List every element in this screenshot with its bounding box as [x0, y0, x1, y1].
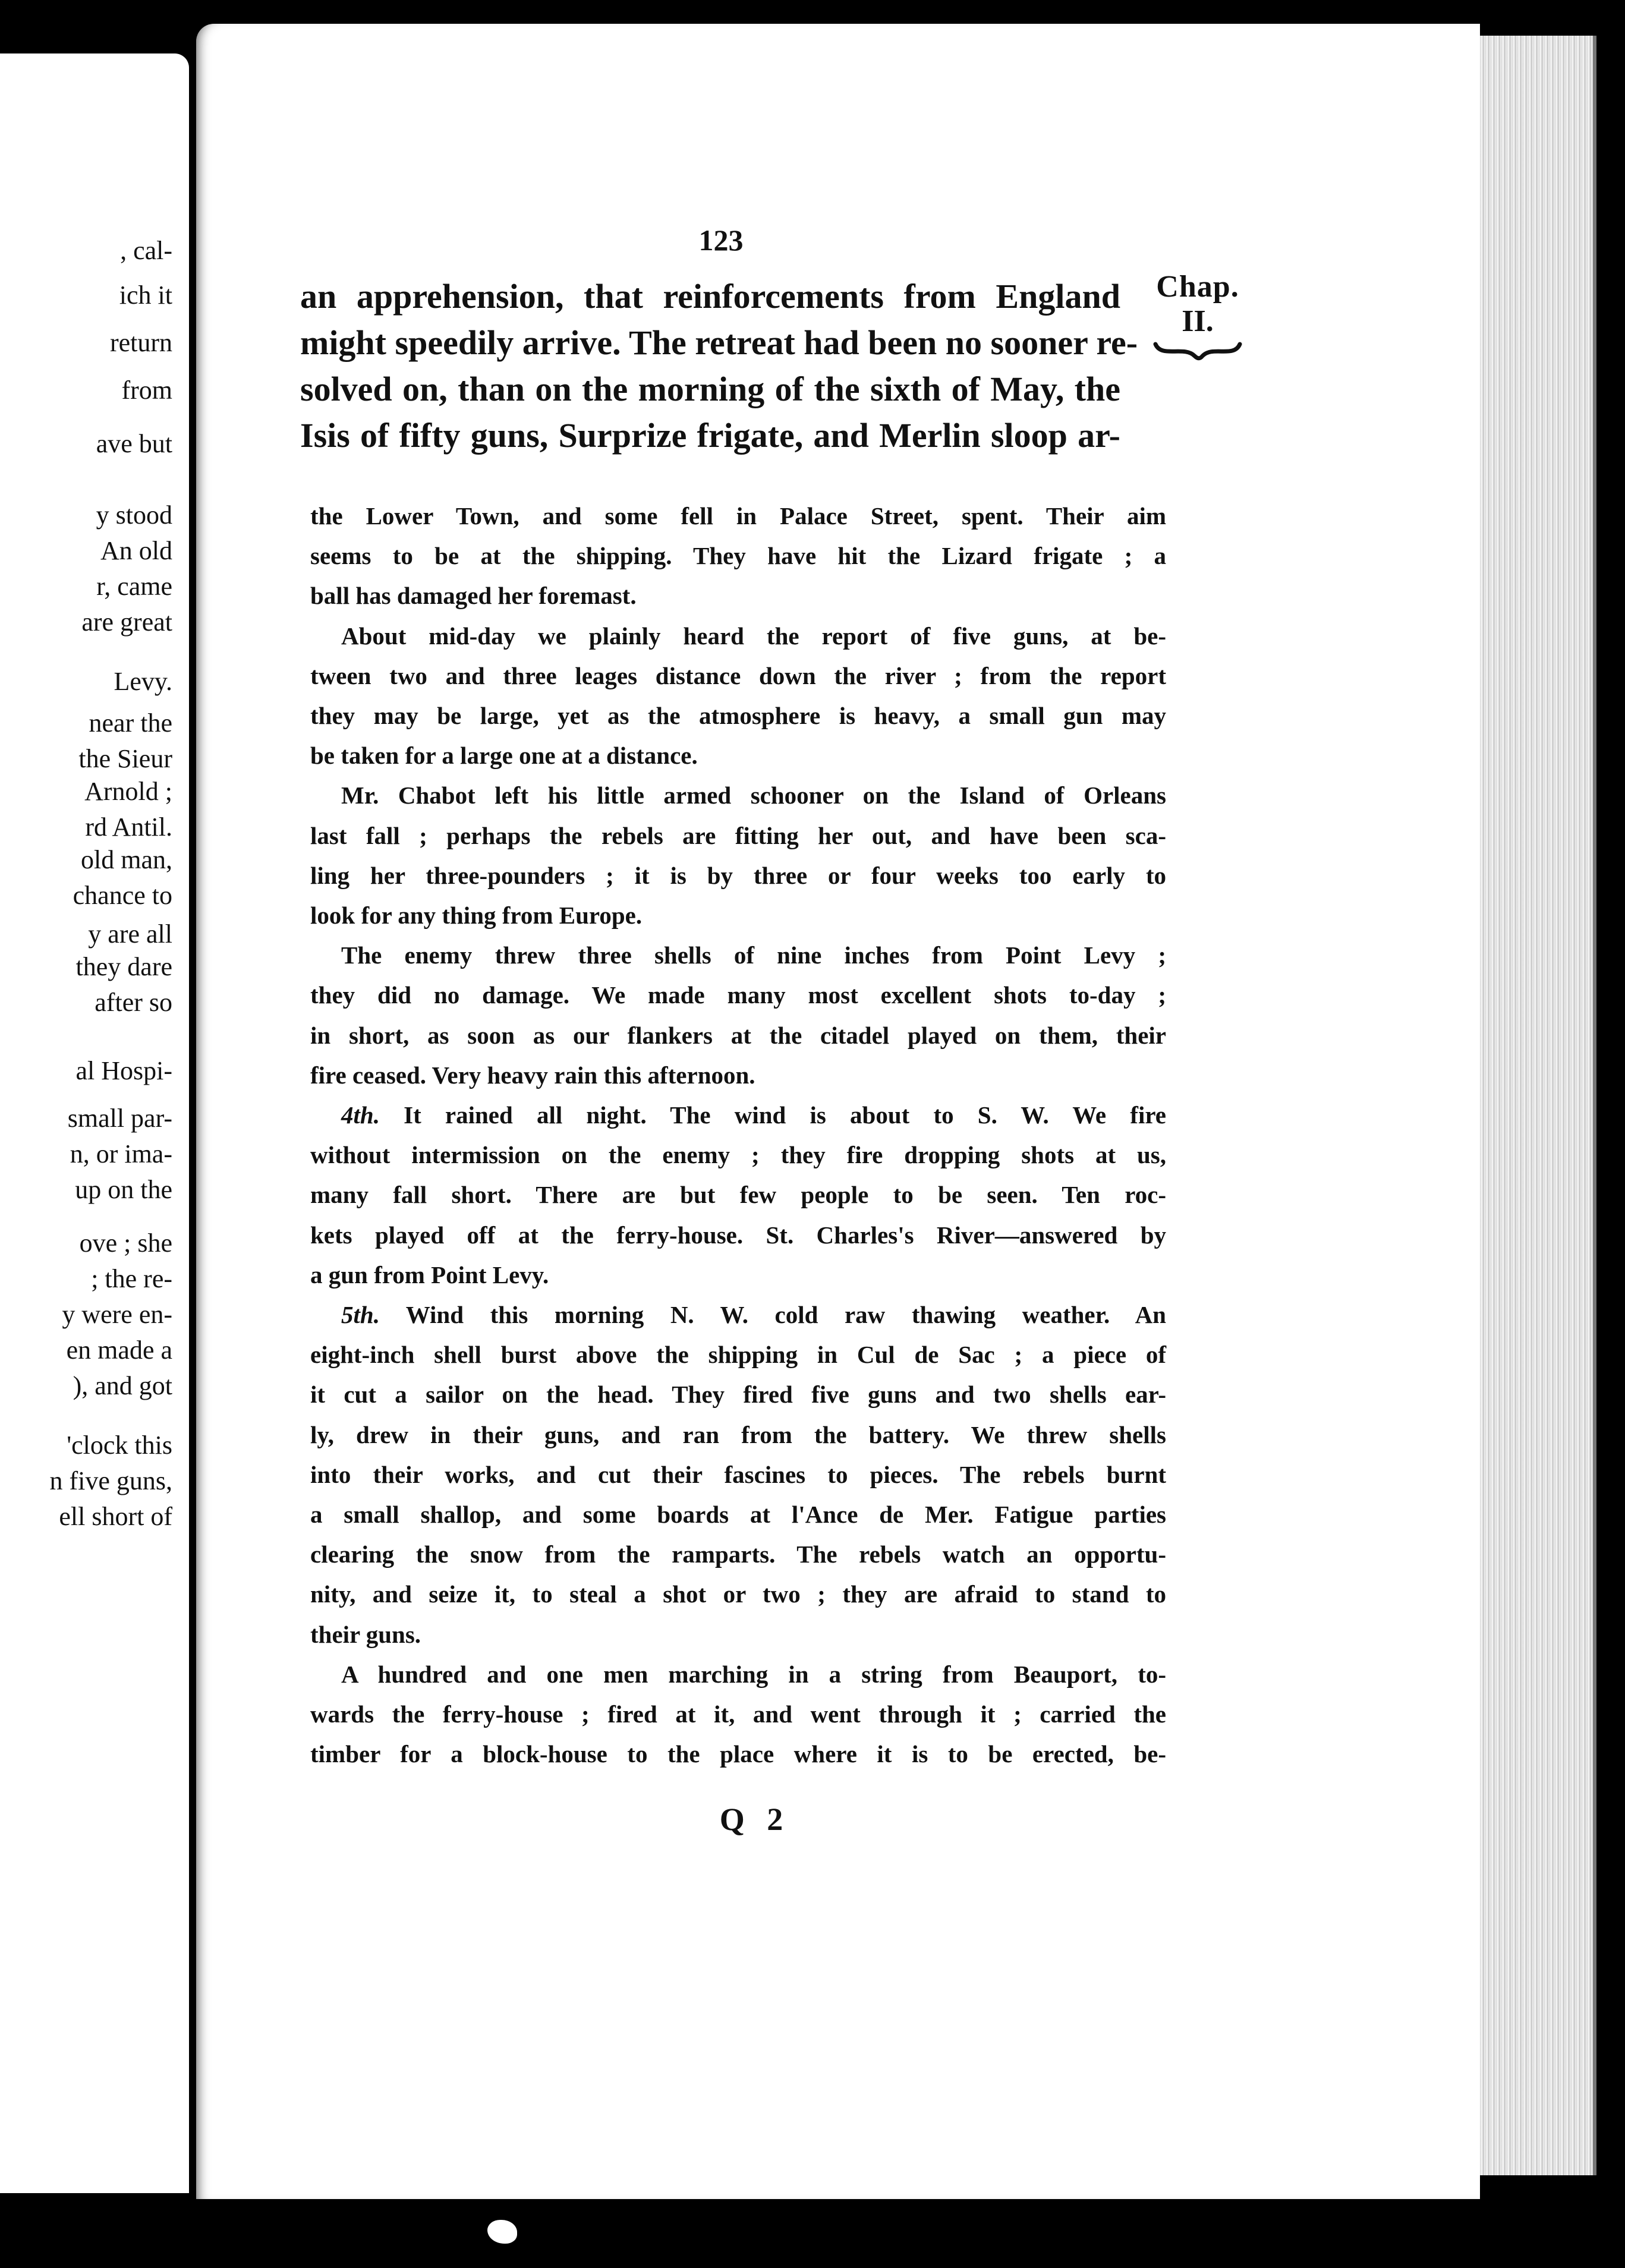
note-line — [310, 616, 1166, 656]
left-page-text-fragment: after so — [95, 988, 172, 1017]
left-page-text-fragment: they dare — [75, 952, 172, 981]
left-page-text-fragment: ; the re- — [91, 1264, 172, 1293]
brace-ornament-icon — [1153, 341, 1242, 361]
left-page-text-fragment: return — [109, 328, 172, 357]
left-page-text-fragment: , cal- — [120, 236, 172, 265]
note-line — [310, 696, 1166, 736]
note-line — [310, 1095, 1166, 1135]
left-page-text-fragment: Arnold ; — [84, 777, 172, 806]
separator-rule — [309, 470, 1117, 471]
note-text: nity, and seize it, to steal a shot or two ; they are afraid to stand to — [310, 1580, 1166, 1608]
left-page-text-fragment: the Sieur — [78, 744, 172, 773]
signature-mark: Q 2 — [719, 1801, 791, 1837]
note-text: ling her three-pounders ; it is by three or four weeks too early to — [310, 861, 1166, 889]
note-line — [310, 1574, 1166, 1614]
note-text: look for any thing from Europe. — [310, 902, 643, 930]
note-text: tween two and three leages distance down the river ; from the report — [310, 662, 1166, 689]
note-line — [310, 975, 1166, 1015]
note-text: they may be large, yet as the atmosphere is heavy, a small gun may — [310, 702, 1166, 730]
note-text: without intermission on the enemy ; they fire dropping shots at us, — [310, 1141, 1166, 1169]
main-text-line: Isis of fifty guns, Surprize frigate, and Merlin sloop ar- — [300, 416, 1120, 455]
note-text: ball has damaged her foremast. — [310, 582, 637, 610]
main-text-line: solved on, than on the morning of the sixth of May, the — [300, 370, 1120, 408]
left-page-text-fragment: rd Antil. — [85, 812, 172, 842]
main-text-line: might speedily arrive. The retreat had been no sooner re- — [300, 323, 1138, 362]
note-line — [310, 1016, 1166, 1056]
note-text: into their works, and cut their fascines to pieces. The rebels burnt — [310, 1460, 1166, 1488]
note-text: kets played off at the ferry-house. St. Charles's River—answered by — [310, 1221, 1166, 1249]
note-line — [310, 816, 1166, 856]
note-line — [310, 896, 1166, 935]
left-page-text-fragment: up on the — [75, 1175, 172, 1204]
note-line — [310, 656, 1166, 696]
left-page-text-fragment: y stood — [96, 500, 172, 530]
note-text: Mr. Chabot left his little armed schooner on the Island of Orleans — [341, 782, 1166, 809]
entry-date: 5th. — [341, 1301, 380, 1329]
note-text: clearing the snow from the ramparts. The rebels watch an opportu- — [310, 1541, 1166, 1568]
left-page-text-fragment: are great — [81, 607, 172, 637]
note-text: timber for a block-house to the place where it is to be erected, be- — [310, 1740, 1166, 1768]
note-line — [310, 1694, 1166, 1734]
left-page-text-fragment: y are all — [88, 919, 172, 949]
left-page-text-fragment: 'clock this — [67, 1431, 172, 1460]
note-line — [310, 1135, 1166, 1175]
note-line — [310, 1056, 1166, 1095]
chapter-label: Chap. — [1156, 270, 1239, 304]
left-page-text-fragment: ove ; she — [79, 1228, 172, 1258]
left-page-text-fragment: y were en- — [62, 1300, 172, 1329]
left-page-text-fragment: n five guns, — [49, 1466, 172, 1495]
note-text: wards the ferry-house ; fired at it, and went through it ; carried the — [310, 1700, 1166, 1728]
note-line — [310, 496, 1166, 536]
margin-chapter-heading — [1138, 270, 1257, 361]
note-line — [310, 1415, 1166, 1455]
note-line — [310, 1655, 1166, 1694]
note-text: in short, as soon as our flankers at the citadel played on them, their — [310, 1021, 1166, 1049]
left-page-text-fragment: al Hospi- — [75, 1056, 172, 1085]
note-line — [310, 1455, 1166, 1495]
note-line — [310, 776, 1166, 815]
journal-notes — [310, 496, 1166, 1775]
note-text: fire ceased. Very heavy rain this afternoon. — [310, 1061, 755, 1089]
note-line — [310, 1734, 1166, 1774]
left-page-fragment — [0, 53, 189, 2193]
note-text: their guns. — [310, 1620, 421, 1648]
note-line — [310, 1335, 1166, 1375]
note-text: It rained all night. The wind is about to S. W. We fire — [379, 1101, 1166, 1129]
note-text: it cut a sailor on the head. They fired five guns and two shells ear- — [310, 1381, 1166, 1409]
note-line — [310, 935, 1166, 975]
note-line — [310, 1295, 1166, 1335]
note-text: be taken for a large one at a distance. — [310, 742, 698, 770]
left-page-text-fragment: ich it — [119, 281, 172, 310]
left-page-text-fragment: r, came — [96, 572, 172, 601]
note-text: About mid-day we plainly heard the report of five guns, at be- — [341, 622, 1166, 650]
note-text: a small shallop, and some boards at l'Ance de Mer. Fatigue parties — [310, 1501, 1166, 1529]
note-text: the Lower Town, and some fell in Palace Street, spent. Their aim — [310, 502, 1166, 530]
note-text: ly, drew in their guns, and ran from the battery. We threw shells — [310, 1420, 1166, 1448]
left-page-text-fragment: chance to — [73, 881, 172, 910]
left-page-text-fragment: small par- — [67, 1104, 172, 1133]
chapter-number: II. — [1182, 304, 1214, 338]
note-line — [310, 1535, 1166, 1574]
note-line — [310, 1375, 1166, 1415]
page-number: 123 — [698, 223, 744, 257]
ink-smudge — [487, 2220, 517, 2244]
note-text: seems to be at the shipping. They have hit the Lizard frigate ; a — [310, 542, 1166, 570]
note-text: last fall ; perhaps the rebels are fitting her out, and have been sca- — [310, 821, 1166, 849]
note-line — [310, 856, 1166, 896]
left-page-text-fragment: ell short of — [59, 1502, 172, 1531]
note-text: Wind this morning N. W. cold raw thawing weather. An — [379, 1301, 1166, 1329]
note-line — [310, 1255, 1166, 1295]
left-page-text-fragment: old man, — [81, 845, 172, 874]
note-text: they did no damage. We made many most excellent shots to-day ; — [310, 981, 1166, 1009]
note-text: A hundred and one men marching in a string from Beauport, to- — [341, 1660, 1166, 1688]
left-page-text-fragment: ), and got — [73, 1371, 172, 1400]
left-page-text-fragment: near the — [89, 708, 172, 738]
note-line — [310, 1615, 1166, 1655]
note-line — [310, 1175, 1166, 1215]
note-text: a gun from Point Levy. — [310, 1261, 549, 1289]
note-text: The enemy threw three shells of nine inches from Point Levy ; — [341, 941, 1166, 969]
main-text-line: an apprehension, that reinforcements from England — [300, 277, 1120, 316]
entry-date: 4th. — [341, 1101, 380, 1129]
note-line — [310, 1495, 1166, 1535]
left-page-text-fragment: from — [121, 376, 172, 405]
note-line — [310, 576, 1166, 616]
left-page-text-fragment: Levy. — [114, 667, 172, 696]
main-text — [300, 273, 1138, 459]
left-page-text-fragment: ave but — [96, 429, 172, 458]
note-line — [310, 736, 1166, 776]
note-line — [310, 536, 1166, 576]
note-text: many fall short. There are but few people to be seen. Ten roc- — [310, 1181, 1166, 1209]
left-page-text-fragment: en made a — [66, 1335, 172, 1365]
note-text: eight-inch shell burst above the shipping in Cul de Sac ; a piece of — [310, 1341, 1166, 1369]
note-line — [310, 1215, 1166, 1255]
left-page-text-fragment: n, or ima- — [70, 1139, 172, 1168]
left-page-text-fragment: An old — [100, 536, 172, 565]
